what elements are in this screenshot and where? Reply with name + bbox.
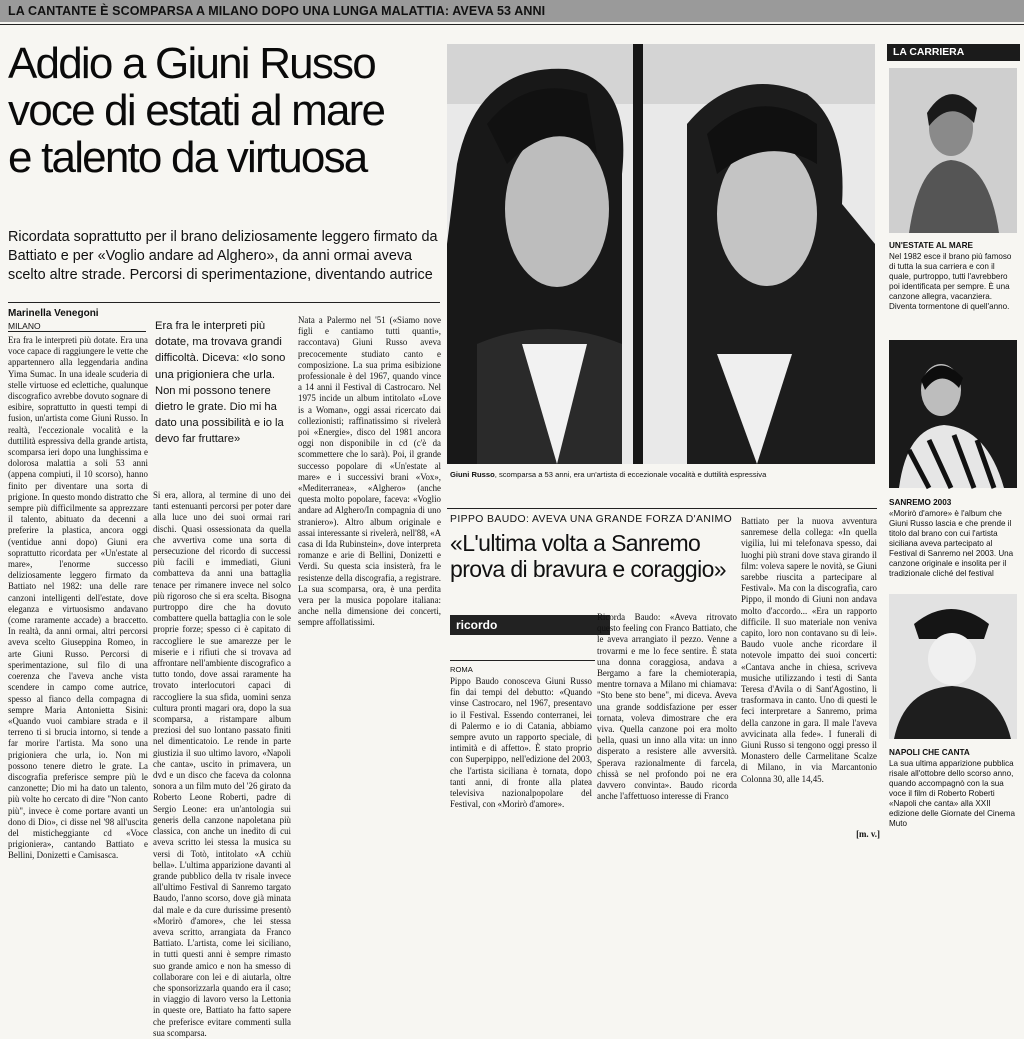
career-item-3-title: NAPOLI CHE CANTA (889, 748, 970, 757)
article-column-3: Nata a Palermo nel '51 («Siamo nove figli e cantiamo tutti quanti», raccontava) Giuni Russo aveva precocemente studiato canto e composizione. La sua prima esibizione professionale è del 1967, quando vince a 14 anni il Festival di Castrocaro. Nel 1975 incide un album intitolato «Love is a Woman», oggi assai ricercato dai collezionisti; raffinatissimo si rivelerà poi «Energie», disco del 1981 ancora oggi non disponibile in cd (c'è da scommettere che lo sarà). Poi, il grande successo popolare di «Un'estate al mare» e i successivi brani «Vox», «Mediterranea», «Alghero» (anche questa molto popolare, faceva: «Voglio andare ad Alghero/In compagnia di uno straniero»). Altro album originale e assai interessante si rivelerà, nell'88, «A casa di Ida Rubinstein», dove interpreta romanze e arie di Bellini, Donizetti e Verdi. Su questa scia insisterà, fra le resistenze della discografia, a registrare. La sua scomparsa, ora, è una perdita vera per la musica popolare italiana: anche nella dimensione dei concerti, sempre affollatissimi. (298, 315, 441, 628)
sidebar-dateline: ROMA (450, 665, 473, 674)
byline: Marinella Venegoni (8, 308, 99, 319)
career-photo-1-image (889, 68, 1017, 233)
sidebar-story-rule (447, 508, 877, 509)
subhead: Ricordata soprattutto per il brano deliziosamente leggero firmato da Battiato e per «Voglio andare ad Alghero», da anni ormai aveva scelto altre strade. Percorsi di sperimentazione, diventando autrice (8, 229, 438, 283)
photo-caption (450, 470, 875, 479)
article-column-1: Era fra le interpreti più dotate. Era una voce capace di raggiungere le vette che appartennero alla leggendaria andina Yima Sumac. In una ideale scuderia di stelle virtuose ed eclettiche, qualunque discografico avrebbe dovuto sognare di esibire, soprattutto in questi tempi di fusion, un'artista come Giuni Russo. In realtà, l'eccezionale vocalità e la duttilità espressiva della grande artista, scomparsa ieri dopo una lunghissima e dolorosa malattia a soli 53 anni (appena compiuti, il 10 scorso), hanno finito per diventare una sorta di prigione. In questo mondo distratto che sempre più difficilmente sa apprezzare il talento, abituato da decenni a preferire la plastica, ancora oggi (ventidue anni dopo) Giuni era soprattutto ricordata per «Un'estate al mare», l'enorme successo deliziosamente leggero firmato da Battiato nel 1982: una delle rare canzoni intelligenti dell'estate, dove eleganza e virtuosismo andavano (come raramente accade) a braccetto. In realtà, da anni ormai, altri percorsi aveva scelto Giuseppina Romeo, in arte Giuni Russo. Percorsi di sperimentazione, sul filo di una coerenza che l'aveva anche vista scendere in campo come autrice, spesso al fianco della compagna di sempre Maria Antonietta Sisini: «Quando vuoi cambiare strada e il terreno ti si brucia intorno, si tende a far morire l'artista. Ma sono una prigioniera che urla, io. Non mi possono tenere dietro le grate. La discografia preferisce sempre più le canzonette; Dio mi ha dato un talento, più volte ho cercato di dire "Non canto più", invece è come portare avanti un dono di Dio», ci disse nel '98 all'uscita del misticheggiante cd «Voce prigioniera», cantando Battiato e Bellini, Donizetti e Camisasca. (8, 335, 148, 861)
headline-line-2: voce di estati al mare (8, 86, 385, 135)
subhead-rule (8, 302, 440, 303)
caption-name: Giuni Russo (450, 470, 495, 479)
sidebar-column-3: Battiato per la nuova avventura sanremese della collega: «In quella vigilia, lui mi telefonava spesso, dai luoghi più strani dove stava girando il film: voleva sapere le novità, se Giuni sarebbe riuscita a partecipare al Festival». Ma con la discografia, caro Pippo, il mondo di Giuni non andava molto d'accordo... «Era un rapporto difficile. Il suo materiale non veniva capito, loro non contavano su di lei». Baudo vuole anche ricordare il notevole impatto dei suoi concerti: «Cantava anche in chiesa, scriveva musiche utilizzando i testi di Santa Teresa d'Avila o di Sant'Agostino, li trasformava in canto. Uno di questi le feci interpretare a Sanremo, prima della canzone in gara. Il male l'aveva avvicinata alla fede». I funerali di Giuni Russo si tengono oggi presso il Monastero delle Carmelitane Scalze di Milano, in via Marcantonio Colonna 30, alle 14,45. (741, 516, 877, 784)
sidebar-headline: «L'ultima volta a Sanremo prova di bravura e coraggio» (450, 530, 726, 582)
singer-portrait-image (447, 44, 875, 464)
career-item-2-title: SANREMO 2003 (889, 498, 952, 507)
article-column-2: Si era, allora, al termine di uno dei tanti estenuanti percorsi per poter dare alla luce uno dei suoi ormai rari dischi. Quasi ossessionata da quella che avvertiva come una sorta di persecuzione del ricordo di successi più facili e immediati, Giuni combatteva da anni una battaglia tenace per rimanere invece nel solco più rigoroso che si era scelta. Bisogna purtroppo dire che ha dovuto combattere quella battaglia con le sole proprie forze; spesso ci è capitato di raccogliere le sue amarezze per le miserie e i rifiuti che si trovava ad affrontare nell'ambiente discografico a tutto tondo, dove assai raramente ha trovato interlocutori capaci di raccogliere la sua sfida, uomini senza cultura pronti magari ora, dopo la sua scomparsa, a ristampare album preziosi del suo lontano passato finiti nel dimenticatoio. Le rende in parte giustizia il suo ultimo lavoro, «Napoli che canta», uscito in primavera, un dvd e un disco che faceva da colonna sonora a un film muto del '26 girato da Roberto Leone Roberti, padre di Sergio Leone: era un'antologia sui generis della canzone napoletana più classica, con anche un inedito di cui aveva scritto lei stessa la musica su versi di Totò, intitolato «A cchiù bella». L'ultima apparizione davanti al grande pubblico della tv risale invece all'ultimo Festival di Sanremo targato Baudo, l'anno scorso, dove già minata dal male e da cure durissime presentò «Morirò d'amore», che lei stessa aveva scritto, arrangiata da Franco Battiato. L'artista, come lei siciliano, in tutti questi anni è sempre rimasto suo grande amico e non ha smesso di collaborare con lei e di aiutarla, oltre che sponsorizzarla quando era il caso; in viaggio di lavoro verso la Lettonia in queste ore, Battiato ha fatto sapere che preferisce evitare commenti sulla sua scomparsa. (153, 490, 291, 1038)
main-photo (447, 44, 875, 464)
career-photo-2-image (889, 340, 1017, 488)
career-item-1-title: UN'ESTATE AL MARE (889, 241, 973, 250)
sidebar-column-2: Ricorda Baudo: «Aveva ritrovato questo feeling con Franco Battiato, che le aveva arrangiato il pezzo. Venne a trovarmi e me lo fece sentire. È stata una donna coraggiosa, andava a Bergamo a fare la chemioterapia, mentre tornava a Milano mi chiamava: "Sto bene sto bene", mi diceva. Aveva una grande soddisfazione per esser tornata, voleva dimostrare che era viva. Quella canzone poi era molto bella, quasi un inno alla vita: un inno disperato a resistere alle avversità. Sperava razionalmente di farcela, chissà se nel profondo poi ne era davvero convinta». Baudo ricorda anche l'affettuoso interesse di Franco (597, 612, 737, 802)
caption-text: , scomparsa a 53 anni, era un'artista di eccezionale vocalità e duttilità espressiva (494, 470, 767, 479)
career-photo-1 (889, 68, 1017, 233)
headline-line-3: e talento da virtuosa (8, 133, 367, 182)
ricordo-label: ricordo (450, 615, 610, 635)
career-photo-2 (889, 340, 1017, 488)
career-item-2-text: «Morirò d'amore» è l'album che Giuni Russo lascia e che prende il titolo dal brano con cui l'artista siciliana aveva partecipato al Festival di Sanremo nel 2003. Una canzone originale e insolita per il tradizionale cliché del festival (889, 509, 1014, 578)
career-item-1-text: Nel 1982 esce il brano più famoso di tutta la sua carriera e con il quale, purtroppo, tutti l'avrebbero poi identificata per sempre. È una canzone allegra, vacanziera. Diventa tormentone di quell'anno. (889, 252, 1012, 311)
career-item-3-text: La sua ultima apparizione pubblica risale all'ottobre dello scorso anno, quando accompagnò con la sua voce il film di Roberto Roberti «Napoli che canta» alla XXII edizione delle Giornate del Cinema Muto (889, 759, 1015, 828)
sidebar-column-1: Pippo Baudo conosceva Giuni Russo fin dai tempi del debutto: «Quando vinse Castrocaro, nel 1967, presentavo io il Festival. Essendo conterranei, lei di Palermo e io di Catania, abbiamo sempre avuto un rapporto speciale, di intimità e di affetto». È stato proprio con Superpippo, nell'edizione del 2003, che l'artista siciliana è tornata, dopo tanti anni, di fronte alla platea televisiva nazionalpopolare del Festival, con «Morirò d'amore». (450, 676, 592, 810)
sidebar-kicker: PIPPO BAUDO: AVEVA UNA GRANDE FORZA D'ANIMO (450, 514, 733, 525)
career-photo-3 (889, 594, 1017, 739)
roma-rule (450, 660, 595, 661)
pull-quote: Era fra le interpreti più dotate, ma trovava grandi difficoltà. Diceva: «Io sono una prigioniera che urla. Non mi possono tenere dietro le grate. Dio mi ha dato una possibilità e io la devo far fruttare» (155, 320, 286, 446)
headline (8, 40, 438, 181)
kicker-bar: LA CANTANTE È SCOMPARSA A MILANO DOPO UNA LUNGA MALATTIA: AVEVA 53 ANNI (0, 0, 1024, 22)
byline-rule (8, 331, 146, 332)
top-rule (0, 24, 1024, 25)
headline-line-1: Addio a Giuni Russo (8, 39, 375, 88)
signature: [m. v.] (856, 829, 880, 839)
career-photo-3-image (889, 594, 1017, 739)
career-header: LA CARRIERA (887, 44, 1020, 61)
dateline: MILANO (8, 321, 41, 331)
